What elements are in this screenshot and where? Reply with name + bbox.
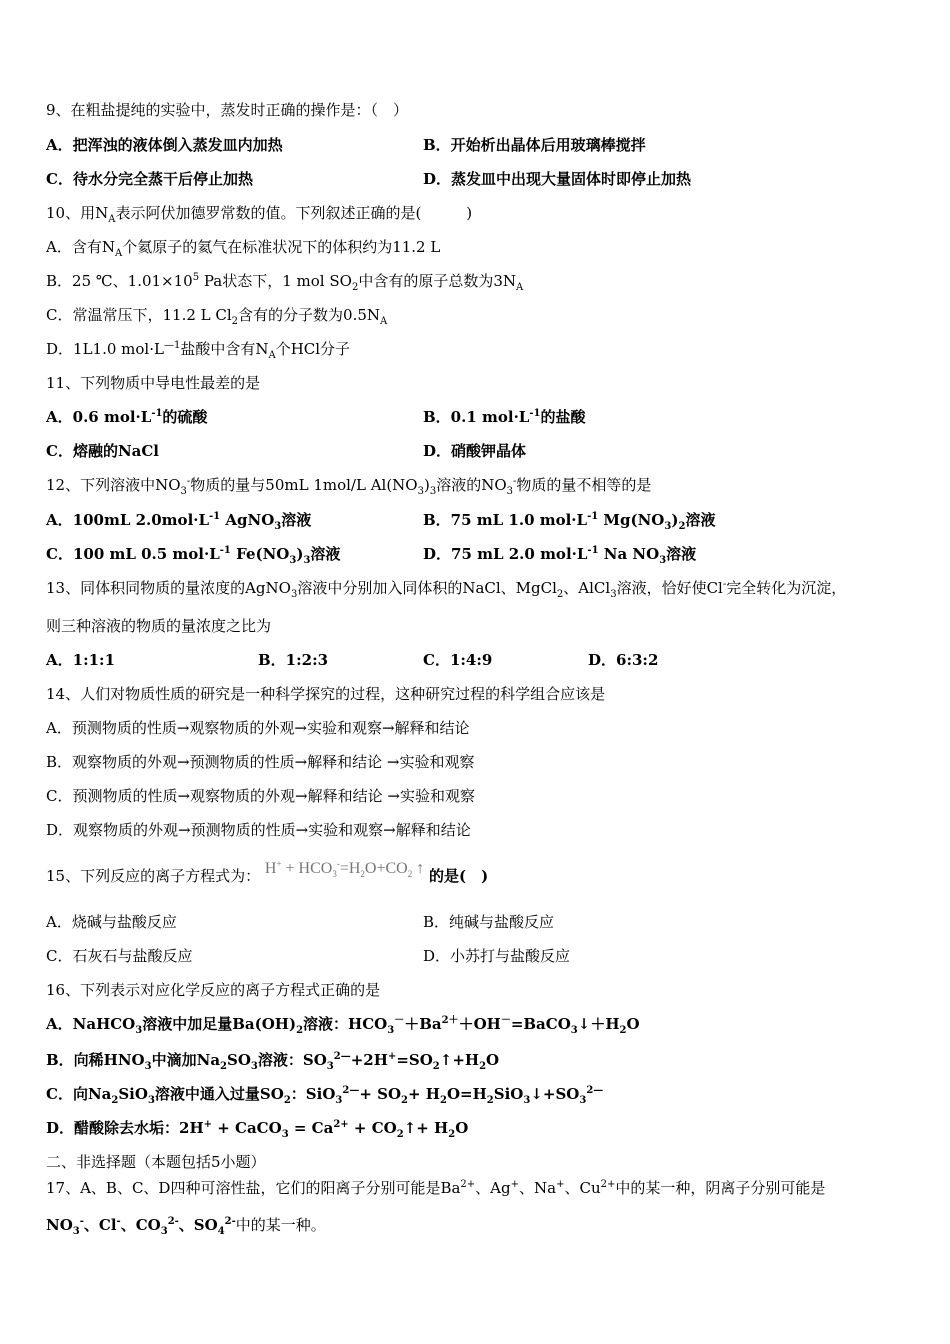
option-d: D．硝酸钾晶体	[423, 442, 527, 460]
question-14-option-d: D．观察物质的外观→预测物质的性质→实验和观察→解释和结论	[46, 821, 471, 839]
option-b: B．1:2:3	[258, 651, 329, 669]
question-10-option-a: A．含有$N_A$个氦原子的氦气在标准状况下的体积约为11.2 L	[46, 238, 441, 259]
question-16-option-b: B．向稀$HNO_3$中滴加$Na_2SO_3$溶液：$SO_3^{2—}+2H^+=SO_2↑+H_2O$	[46, 1051, 500, 1072]
option-c: C．熔融的NaCl	[46, 442, 160, 460]
option-a: A．0.6 $mol\cdot L^{-1}$的硫酸	[46, 408, 208, 426]
question-11-stem: 11、下列物质中导电性最差的是	[46, 374, 261, 392]
option-c: C．1:4:9	[423, 651, 493, 669]
question-12-stem: 12、下列溶液中$NO_3^-$物质的量与50mL 1mol/L $Al(NO_3)_3$溶液的$NO_3^-$物质的量不相等的是	[46, 476, 652, 497]
question-12-options-row2	[46, 544, 906, 564]
option-b: B．0.1 $mol\cdot L^{-1}$的盐酸	[423, 408, 586, 426]
option-c: C．待水分完全蒸干后停止加热	[46, 170, 253, 188]
option-b: B．75 mL 1.0 $mol\cdot L^{-1}$ $Mg(NO_3)_2$溶液	[423, 511, 716, 532]
question-9-options-row1	[46, 135, 906, 155]
question-15-options-row1	[46, 912, 906, 932]
question-14-option-b: B．观察物质的外观→预测物质的性质→解释和结论 →实验和观察	[46, 753, 475, 771]
question-11-options-row2	[46, 441, 906, 461]
option-d: D．小苏打与盐酸反应	[423, 947, 571, 965]
question-12-options-row1	[46, 510, 906, 530]
question-17-stem-cont: $NO_3^-$、Cl-、$CO_3^{2-}$、$SO_4^{2-}$中的某一种。	[46, 1216, 326, 1237]
option-c: C．石灰石与盐酸反应	[46, 947, 193, 965]
question-10-option-d: D．1L1.0 $mol\cdot L^{—1}$盐酸中含有$N_A$个HCl分子	[46, 340, 351, 361]
question-16-option-d: D．醋酸除去水垢：2H+ + CaCO$_3$ = $Ca^{2+}$ + $CO_2↑+ H_2O$	[46, 1119, 469, 1140]
option-d: D．6:3:2	[588, 651, 659, 669]
question-16-option-a: A．NaHCO$_3$溶液中加足量$Ba(OH)_2$溶液：$HCO_3^-+Ba^{2+}+OH^-=BaCO_3↓+H_2O$	[46, 1015, 640, 1036]
question-13-options	[46, 650, 906, 670]
question-15-stem: 15、下列反应的离子方程式为： $H^+ + HCO_3^-=H_2O+CO_2$ ↑ 的是( )	[46, 858, 489, 885]
question-14-option-c: C．预测物质的性质→观察物质的外观→解释和结论 →实验和观察	[46, 787, 475, 805]
question-15-options-row2	[46, 946, 906, 966]
question-11-options-row1	[46, 407, 906, 427]
question-9-options-row2	[46, 169, 906, 189]
question-17-stem: 17、A、B、C、D四种可溶性盐，它们的阳离子分别可能是$Ba^{2+}$、Ag+、Na+、$Cu^{2+}$中的某一种，阴离子分别可能是	[46, 1179, 826, 1197]
option-b: B．纯碱与盐酸反应	[423, 913, 555, 931]
question-16-stem: 16、下列表示对应化学反应的离子方程式正确的是	[46, 981, 381, 999]
option-d: D．75 mL 2.0 $mol\cdot L^{-1}$ Na $NO_3$溶液	[423, 545, 697, 566]
question-13-stem: 13、同体积同物质的量浓度的AgNO$_3$溶液中分别加入同体积的NaCl、MgCl$_2$、AlCl$_3$溶液，恰好使Cl-完全转化为沉淀，	[46, 579, 847, 600]
option-d: D．蒸发皿中出现大量固体时即停止加热	[423, 170, 692, 188]
option-a: A．把浑浊的液体倒入蒸发皿内加热	[46, 136, 283, 154]
section-heading: 二、非选择题（本题包括5小题）	[46, 1153, 266, 1171]
option-a: A．烧碱与盐酸反应	[46, 913, 177, 931]
question-10-option-b: B．25 ℃、$1.01\times 10^5$ Pa状态下，1 mol $SO_2$中含有的原子总数为$3N_A$	[46, 272, 524, 293]
option-c: C．100 mL 0.5 $mol\cdot L^{-1}$ $Fe(NO_3)_3$溶液	[46, 545, 341, 566]
question-16-option-c: C．向$Na_2SiO_3$溶液中通入过量$SO_2$：$SiO_3^{2—}+ SO_2+$ $H_2O=H_2SiO_3↓+SO_3^{2—}$	[46, 1085, 604, 1106]
question-13-stem-cont: 则三种溶液的物质的量浓度之比为	[46, 617, 272, 635]
ionic-equation: $H^+ + HCO_3^-=H_2O+CO_2$ ↑	[264, 858, 425, 880]
option-a: A．100mL $2.0mol\cdot L^{-1}$ AgNO$_3$溶液	[46, 511, 312, 532]
question-14-option-a: A．预测物质的性质→观察物质的外观→实验和观察→解释和结论	[46, 719, 470, 737]
question-14-stem: 14、人们对物质性质的研究是一种科学探究的过程，这种研究过程的科学组合应该是	[46, 685, 606, 703]
option-a: A．1:1:1	[46, 651, 116, 669]
option-b: B．开始析出晶体后用玻璃棒搅拌	[423, 136, 646, 154]
question-10-stem: 10、用$N_A$表示阿伏加德罗常数的值。下列叙述正确的是( )	[46, 204, 473, 225]
question-9-stem: 9、在粗盐提纯的实验中，蒸发时正确的操作是：（ ）	[46, 101, 409, 119]
question-10-option-c: C．常温常压下，11.2 L $Cl_2$含有的分子数为$0.5N_A$	[46, 306, 388, 327]
